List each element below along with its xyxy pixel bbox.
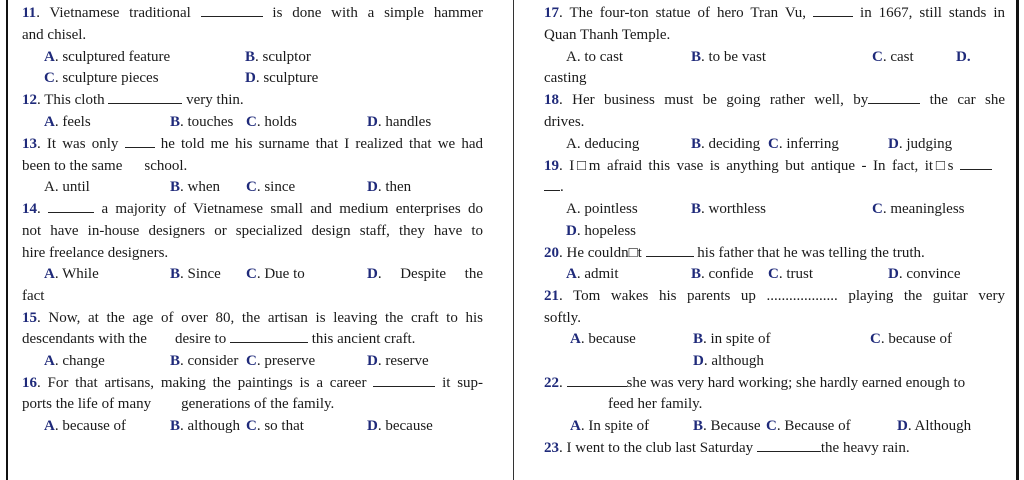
option-c[interactable]: C. Because of xyxy=(766,418,851,434)
question-text: very thin. xyxy=(186,92,244,108)
question-21-line-1 xyxy=(544,286,1005,306)
option-a[interactable]: A. because of xyxy=(44,418,127,434)
question-16-line-1 xyxy=(22,373,483,393)
question-text: . This cloth xyxy=(37,92,105,108)
option-c[interactable]: C. because of xyxy=(870,331,953,347)
question-number: 22 xyxy=(544,375,559,391)
column-divider xyxy=(513,0,514,480)
option-c[interactable]: C. cast xyxy=(872,49,914,65)
question-number: 20 xyxy=(544,245,559,261)
option-a[interactable]: A. While xyxy=(44,266,99,282)
question-text: is done with a simple hammer xyxy=(272,5,483,21)
question-text: school. xyxy=(144,158,188,174)
option-c[interactable]: C. since xyxy=(246,179,296,195)
option-d[interactable]: D. handles xyxy=(367,114,432,130)
option-c[interactable]: C. meaningless xyxy=(872,201,965,217)
question-text: . Vietnamese traditional xyxy=(36,5,191,21)
question-number: 12 xyxy=(22,92,37,108)
option-b[interactable]: B. in spite of xyxy=(693,331,771,347)
question-text: not have in-house xyxy=(22,223,140,239)
option-b[interactable]: B. when xyxy=(170,179,221,195)
question-text: the car she xyxy=(929,92,1005,108)
option-d[interactable]: D. then xyxy=(367,179,412,195)
answer-blank xyxy=(373,373,435,387)
answer-blank xyxy=(813,3,853,17)
option-d[interactable]: D. judging xyxy=(888,136,953,152)
answer-blank xyxy=(48,199,94,213)
answer-blank xyxy=(201,3,263,17)
question-number: 18 xyxy=(544,92,559,108)
option-a[interactable]: A. admit xyxy=(566,266,619,282)
question-text: his father that he was telling the truth. xyxy=(697,245,925,261)
question-text: ports the life of many xyxy=(22,396,152,412)
question-21-line-2: softly. xyxy=(544,310,581,326)
question-text: in 1667, still stands in xyxy=(860,5,1005,21)
question-text: descendants with the xyxy=(22,331,147,347)
question-20-line-1 xyxy=(544,243,925,263)
page-right-border xyxy=(1016,0,1019,480)
question-text: she was very hard working; she hardly earned enough to xyxy=(626,375,966,391)
question-text: . I□m afraid this vase is anything but antique - In fact, it□s xyxy=(559,158,954,174)
page-left-border xyxy=(6,0,8,480)
question-text: . Now, at the age of over 80, the artisan is leaving the craft to his xyxy=(37,310,483,326)
option-a[interactable]: A. change xyxy=(44,353,105,369)
question-text: . The four-ton statue of hero Tran Vu, xyxy=(559,5,807,21)
answer-blank xyxy=(567,373,627,387)
question-text: generations of the family. xyxy=(181,396,335,412)
option-a[interactable]: A. In spite of xyxy=(570,418,650,434)
question-text: designers or specialized design staff, they have to xyxy=(148,223,483,239)
question-13-line-2 xyxy=(22,156,187,176)
question-12-line-1 xyxy=(22,90,244,110)
option-b[interactable]: B. Because xyxy=(693,418,761,434)
question-14-line-2 xyxy=(22,221,483,241)
question-19-line-2 xyxy=(544,177,564,197)
option-d[interactable]: D. Despite the xyxy=(367,266,483,282)
question-17-line-1 xyxy=(544,3,1005,23)
option-b[interactable]: B. Since xyxy=(170,266,221,282)
question-text: . xyxy=(559,375,563,391)
option-c[interactable]: C. so that xyxy=(246,418,304,434)
question-number: 11 xyxy=(22,5,37,21)
option-a[interactable]: A. because xyxy=(570,331,636,347)
question-number: 16 xyxy=(22,375,37,391)
option-c[interactable]: C. holds xyxy=(246,114,297,130)
option-b[interactable]: B. sculptor xyxy=(245,49,311,65)
question-14-line-3: hire freelance designers. xyxy=(22,245,169,261)
option-d[interactable]: D. hopeless xyxy=(566,223,637,239)
answer-blank xyxy=(960,156,992,170)
answer-blank: ................... xyxy=(766,288,838,304)
question-text: . For that artisans, making the paintings is a career xyxy=(37,375,367,391)
question-14-line-1 xyxy=(22,199,483,219)
question-text: he told me his surname that I realized that we had xyxy=(160,136,483,152)
question-number: 17 xyxy=(544,5,559,21)
question-11-line-1 xyxy=(22,3,483,23)
question-11-line-2: and chisel. xyxy=(22,27,87,43)
question-text: this ancient craft. xyxy=(311,331,416,347)
option-b[interactable]: B. touches xyxy=(170,114,234,130)
option-c[interactable]: C. sculpture pieces xyxy=(44,70,159,86)
option-c[interactable]: C. inferring xyxy=(768,136,839,152)
option-a[interactable]: A. to cast xyxy=(566,49,624,65)
question-text: a majority of Vietnamese small and medium enterprises do xyxy=(101,201,483,217)
question-number: 23 xyxy=(544,440,559,456)
option-d-continuation: fact xyxy=(22,288,45,304)
option-c[interactable]: C. Due to xyxy=(246,266,305,282)
option-d[interactable]: D. because xyxy=(367,418,433,434)
option-d[interactable]: D. convince xyxy=(888,266,961,282)
option-d[interactable]: D. sculpture xyxy=(245,70,319,86)
question-16-line-2 xyxy=(22,394,334,414)
option-c[interactable]: C. preserve xyxy=(246,353,316,369)
question-number: 13 xyxy=(22,136,37,152)
option-d[interactable]: D. xyxy=(956,49,971,65)
question-number: 14 xyxy=(22,201,37,217)
answer-blank xyxy=(230,329,308,343)
question-13-line-1 xyxy=(22,134,483,154)
option-a[interactable]: A. feels xyxy=(44,114,91,130)
question-number: 15 xyxy=(22,310,37,326)
option-d[interactable]: D. Although xyxy=(897,418,972,434)
question-18-line-1 xyxy=(544,90,1005,110)
question-18-line-2: drives. xyxy=(544,114,585,130)
question-22-line-2: feed her family. xyxy=(608,396,703,412)
option-b[interactable]: B. to be vast xyxy=(691,49,767,65)
option-b[interactable]: B. deciding xyxy=(691,136,761,152)
option-c[interactable]: C. trust xyxy=(768,266,814,282)
answer-blank xyxy=(544,177,560,191)
answer-blank xyxy=(125,134,155,148)
option-b[interactable]: B. consider xyxy=(170,353,239,369)
question-text: . xyxy=(560,179,564,195)
question-text: desire to xyxy=(174,331,227,347)
question-number: 19 xyxy=(544,158,559,174)
question-text: . He couldn□t xyxy=(559,245,642,261)
option-b[interactable]: B. confide xyxy=(691,266,754,282)
question-text: by xyxy=(853,92,869,108)
option-b[interactable]: B. worthless xyxy=(691,201,767,217)
question-text: been to the same xyxy=(22,158,123,174)
question-19-line-1 xyxy=(544,156,992,176)
question-15-line-1 xyxy=(22,308,483,328)
option-d[interactable]: D. although xyxy=(693,353,764,369)
answer-blank xyxy=(868,90,920,104)
question-22-line-1 xyxy=(544,373,965,393)
option-a[interactable]: A. sculptured feature xyxy=(44,49,171,65)
question-text: . xyxy=(37,201,41,217)
question-text: . I went to the club last Saturday xyxy=(559,440,754,456)
question-text: the heavy rain. xyxy=(820,440,910,456)
question-text: playing the guitar very xyxy=(848,288,1005,304)
question-15-line-2 xyxy=(22,329,415,349)
answer-blank xyxy=(108,90,182,104)
question-23-line-1 xyxy=(544,438,910,458)
option-a[interactable]: A. until xyxy=(44,179,90,195)
option-d-continuation: casting xyxy=(544,70,587,86)
option-b[interactable]: B. although xyxy=(170,418,241,434)
answer-blank xyxy=(757,438,821,452)
option-a[interactable]: A. deducing xyxy=(566,136,640,152)
option-d[interactable]: D. reserve xyxy=(367,353,429,369)
question-text: . Her business must be going rather well, xyxy=(559,92,844,108)
option-a[interactable]: A. pointless xyxy=(566,201,638,217)
question-number: 21 xyxy=(544,288,559,304)
answer-blank xyxy=(646,243,694,257)
question-17-line-2: Quan Thanh Temple. xyxy=(544,27,671,43)
question-text: . Tom wakes his parents up xyxy=(559,288,756,304)
question-text: . It was only xyxy=(37,136,119,152)
question-text: it sup- xyxy=(442,375,483,391)
